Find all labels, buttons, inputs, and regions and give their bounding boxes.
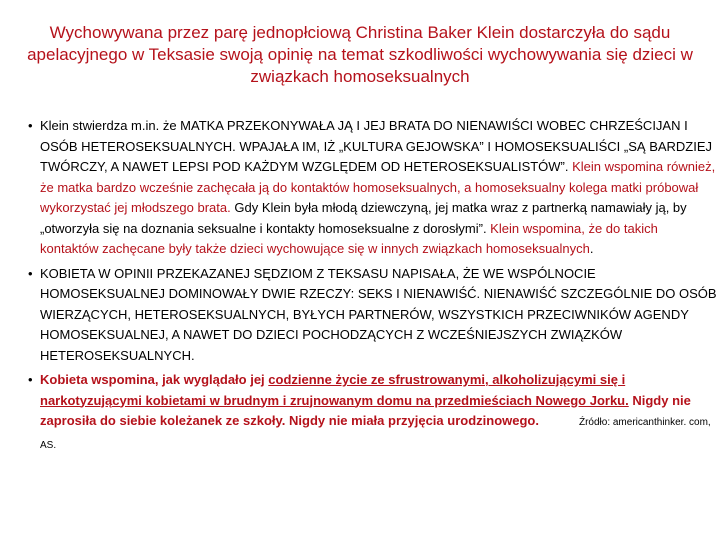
- slide-title: Wychowywana przez parę jednopłciową Christina Baker Klein dostarczyła do sądu apelacyjnego w Teksasie swoją opinię na temat szkodliwości wychowywania się dzieci w związkach homoseksualnych: [27, 23, 693, 86]
- bullet3-red-text: Kobieta wspomina, jak wyglądało jej: [40, 372, 269, 387]
- bullet1-red-text-1: Klein wspomina również, że matka bardzo wcześnie zachęcała ją do kontaktów homoseksualnych, a homoseksualny kolega matki próbował wykorzystać jej młodszego brata.: [40, 159, 716, 215]
- bullet3-red-text-2: Nigdy nie zaprosiła do siebie koleżanek ze szkoły. Nigdy nie miała przyjęcia urodzinowego.: [40, 392, 691, 428]
- bullet-text: [40, 370, 718, 456]
- bullet-list: [28, 116, 718, 456]
- bullet-item-1: [28, 116, 718, 260]
- bullet1-red-text-2: Klein wspomina, że do takich kontaktów zachęcane były także dzieci wychowujące się w innych związkach homoseksualnych: [40, 220, 658, 256]
- bullet-item-3: [28, 370, 718, 456]
- bullet2-text: KOBIETA W OPINII PRZEKAZANEJ SĘDZIOM Z TEKSASU NAPISAŁA, ŻE WE WSPÓLNOCIE HOMOSEKSUALNEJ DOMINOWAŁY DWIE RZECZY: SEKS I NIENAWIŚĆ. NIENAWIŚĆ SZCZEGÓLNIE DO OSÓB WIERZĄCYCH, HETEROSEKSUALNYCH, BYŁYCH PARTNERÓW, WSZYSTKICH PRZECIWNIKÓW AGENDY HOMOSEKSUALNEJ, A NAWET DO DZIECI POCHODZĄCYCH Z WCZEŚNIEJSZYCH ZWIĄZKÓW HETEROSEKSUALNYCH.: [40, 265, 717, 363]
- bullet1-black-text: Gdy Klein była młodą dziewczyną, jej matka wraz z partnerką namawiały ją, by „otworzyła się na doznania seksualne i kontakty homoseksualne z dorosłymi”.: [40, 200, 687, 236]
- bullet-dot: •: [28, 372, 33, 387]
- source-note: Źródło: americanthinker. com, AS.: [40, 417, 711, 451]
- bullet-dot: •: [28, 265, 33, 281]
- bullet-text: [40, 116, 718, 260]
- bullet-dot: •: [28, 118, 33, 133]
- bullet-item-2: [28, 264, 718, 367]
- bullet1-period: .: [589, 241, 594, 256]
- bullet3-underlined-text: codzienne życie ze sfrustrowanymi, alkoholizującymi się i narkotyzującymi kobietami w brudnym i zrujnowanym domu na przedmieściach Nowego Jorku.: [40, 372, 629, 408]
- bullet1-caps-text: Klein stwierdza m.in. że MATKA PRZEKONYWAŁA JĄ I JEJ BRATA DO NIENAWIŚCI WOBEC CHRZEŚCIJAN I OSÓB HETEROSEKSUALNYCH. WPAJAŁA IM, IŻ „KULTURA GEJOWSKA” I HOMOSEKSUALIŚCI „SĄ BARDZIEJ TWÓRCZY, A NAWET LEPSI POD KAŻDYM WZGLĘDEM OD HETEROSEKSUALISTÓW”.: [40, 118, 713, 174]
